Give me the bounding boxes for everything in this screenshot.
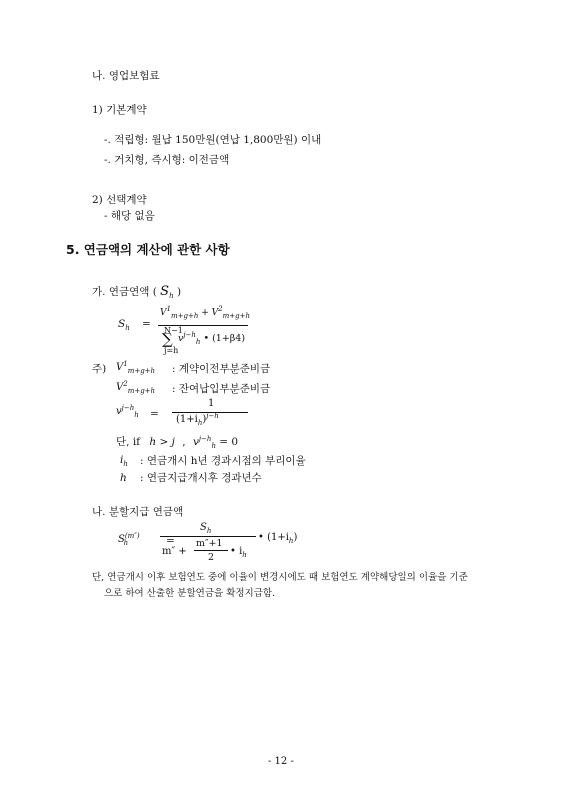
formula1-lhs: $S_h$ xyxy=(118,318,130,332)
formula2-inner-numerator: m″+1 xyxy=(196,538,223,549)
section-ga-close: ) xyxy=(176,286,182,298)
line-deferred-type: -. 거치형, 즉시형: 이전금액 xyxy=(104,154,230,166)
formula2-den-m: m″ + xyxy=(162,546,187,557)
section-ga-label: 가. 연금연액 ( xyxy=(92,286,157,298)
subsection-optional-contract: 2) 선택계약 xyxy=(92,194,147,206)
formula1-sum-symbol: ∑ xyxy=(162,330,173,348)
note5-symbol: $i_h$ xyxy=(120,454,128,468)
note5-text: : 연금개시 h년 경과시점의 부리이율 xyxy=(140,455,306,467)
formula1-eq: = xyxy=(142,318,151,330)
section-ga-annual-pension xyxy=(92,284,181,300)
formula2-numerator: $S_h$ xyxy=(200,522,212,535)
formula2-fraction-bar xyxy=(160,536,256,537)
formula1-numerator: $V^1_{m+g+h} + V^2_{m+g+h}$ xyxy=(160,305,250,320)
formula2-lhs: $S^{(m'')}_h$ xyxy=(118,532,140,547)
formula1-denominator: $v^{j-h}_h$ • (1+β4) xyxy=(178,331,246,346)
section-na-premium: 나. 영업보험료 xyxy=(92,70,160,82)
formula1-sum-top: N−1 xyxy=(164,326,183,335)
formula2-inner-bar xyxy=(194,550,228,551)
note6-symbol: h xyxy=(120,472,127,484)
line-not-applicable: - 해당 없음 xyxy=(104,210,155,222)
footnote-line-2: 으로 하여 산출한 분할연금을 확정지급함. xyxy=(104,588,276,599)
note6-text: : 연금지급개시후 경과년수 xyxy=(140,472,262,484)
note3-eq: = xyxy=(150,408,159,420)
formula1-sum-bottom: j=h xyxy=(164,346,179,355)
note-label: 주) xyxy=(92,363,107,375)
note3-symbol: $v^{j-h}_h$ xyxy=(116,404,139,419)
line-accumulation-type: -. 적립형: 월납 150만원(연납 1,800만원) 이내 xyxy=(104,134,322,146)
note2-text: : 잔여납입부분준비금 xyxy=(172,383,271,395)
sh-symbol: S xyxy=(160,284,170,299)
formula2-inner-denominator: 2 xyxy=(208,552,215,563)
note2-symbol: $V^2_{m+g+h}$ xyxy=(116,380,156,395)
heading-section-5: 5. 연금액의 계산에 관한 사항 xyxy=(66,242,230,257)
subsection-basic-contract: 1) 기본계약 xyxy=(92,104,147,116)
note1-text: : 계약이전부분준비금 xyxy=(172,363,271,375)
formula2-rest: • $(1+i_h)$ xyxy=(258,532,298,545)
page-number: - 12 - xyxy=(268,756,294,767)
section-na-split-payment: 나. 분할지급 연금액 xyxy=(92,506,184,518)
sh-sub: h xyxy=(169,292,174,300)
formula2-eq: = xyxy=(166,535,175,547)
note3-denominator: $(1+i_h)^{j-h}$ xyxy=(176,412,219,427)
note3-numerator: 1 xyxy=(208,398,215,409)
footnote-line-1: 단, 연금개시 이후 보험연도 중에 이율이 변경시에도 때 보험연도 계약해당일의 이율을 기준 xyxy=(92,572,468,583)
note4-condition: 단, if h > j , $v^{j-h}_h = 0$ xyxy=(116,435,239,450)
note1-symbol: $V^1_{m+g+h}$ xyxy=(116,360,156,375)
formula2-den-i: • $i_h$ xyxy=(230,546,247,559)
